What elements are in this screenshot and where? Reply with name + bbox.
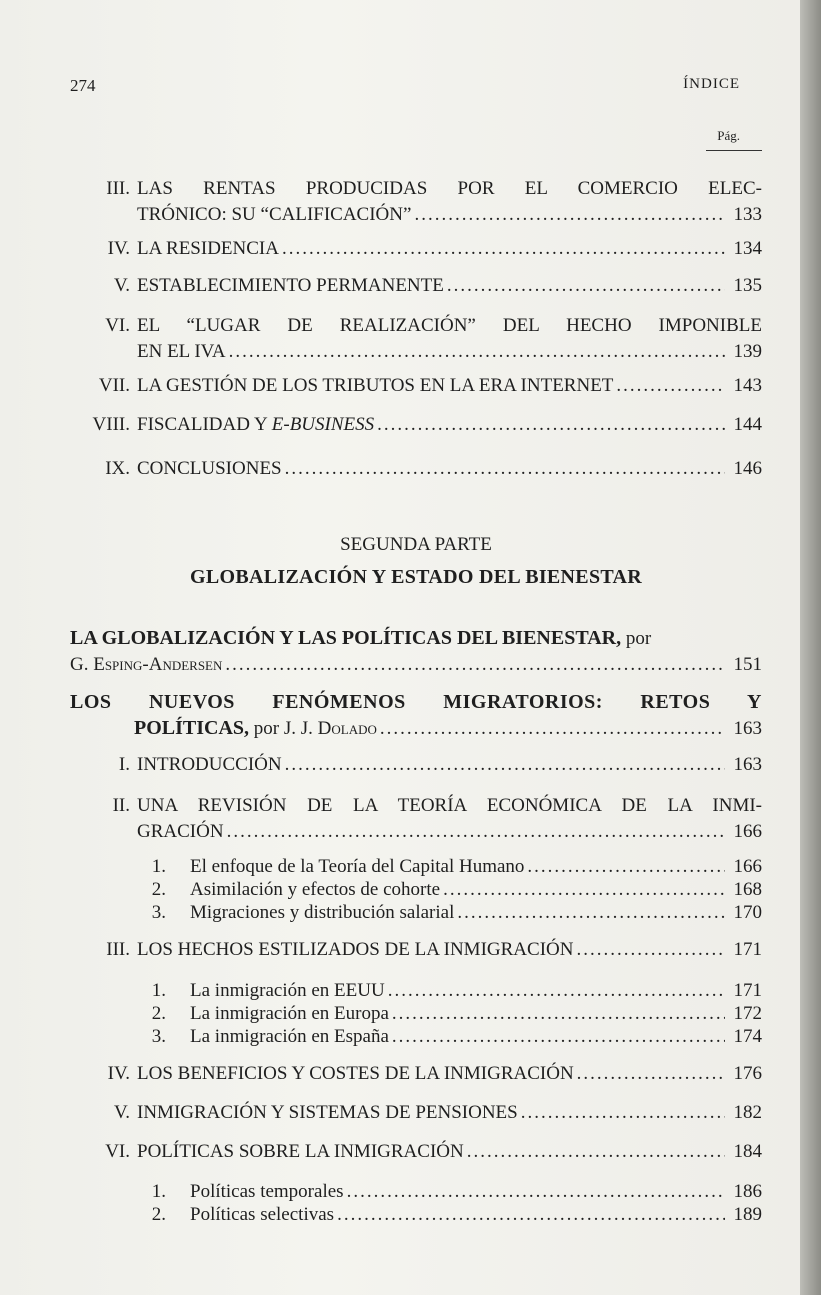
dot-leader bbox=[337, 1203, 725, 1226]
subentry-title: La inmigración en EEUU bbox=[190, 980, 385, 1001]
dot-leader bbox=[285, 752, 725, 778]
entry-title: LOS BENEFICIOS Y COSTES DE LA INMIGRACIÓN bbox=[137, 1063, 574, 1084]
entry-page: 139 bbox=[733, 341, 762, 362]
entry-page: 163 bbox=[733, 754, 762, 775]
subentry-title: Migraciones y distribución salarial bbox=[190, 902, 455, 923]
dot-leader bbox=[392, 1025, 725, 1048]
entry-number: VI. bbox=[105, 315, 130, 336]
dot-leader bbox=[380, 716, 725, 742]
entry-page: 143 bbox=[733, 375, 762, 396]
entry-number: IV. bbox=[107, 238, 130, 259]
entry-page: 133 bbox=[733, 204, 762, 225]
dot-leader bbox=[282, 236, 725, 262]
subentry-number: 1. bbox=[151, 856, 166, 877]
page-edge-shadow bbox=[800, 0, 821, 1295]
page-column-rule bbox=[706, 150, 762, 151]
dot-leader bbox=[392, 1002, 725, 1025]
article-entry bbox=[70, 689, 762, 742]
entry-title-cont: TRÓNICO: SU “CALIFICACIÓN” bbox=[137, 204, 412, 225]
article-title: LOS NUEVOS FENÓMENOS MIGRATORIOS: RETOS Y bbox=[70, 691, 762, 713]
dot-leader bbox=[443, 878, 725, 901]
dot-leader bbox=[388, 979, 725, 1002]
dot-leader bbox=[229, 339, 725, 365]
dot-leader bbox=[527, 855, 725, 878]
subentry-title: Asimilación y efectos de cohorte bbox=[190, 879, 441, 900]
toc-entry bbox=[70, 412, 762, 438]
toc-subentries bbox=[70, 1180, 762, 1226]
entry-title: LA GESTIÓN DE LOS TRIBUTOS EN LA ERA INTERNET bbox=[137, 375, 614, 396]
running-head: ÍNDICE bbox=[683, 76, 740, 92]
article-entry bbox=[70, 625, 762, 678]
page-number: 274 bbox=[70, 76, 96, 95]
entry-title: LA RESIDENCIA bbox=[137, 238, 279, 259]
article-page: 163 bbox=[733, 718, 762, 739]
part-title: GLOBALIZACIÓN Y ESTADO DEL BIENESTAR bbox=[189, 566, 643, 588]
subentry-title: La inmigración en Europa bbox=[190, 1003, 389, 1024]
entry-title: INMIGRACIÓN Y SISTEMAS DE PENSIONES bbox=[137, 1102, 518, 1123]
dot-leader bbox=[227, 819, 725, 845]
entry-title-cont: EN EL IVA bbox=[137, 341, 226, 362]
toc-entry bbox=[70, 273, 762, 299]
dot-leader bbox=[285, 456, 725, 482]
toc-entry bbox=[70, 236, 762, 262]
entry-number: III. bbox=[106, 939, 130, 960]
article-author: G. Esping-Andersen bbox=[70, 654, 223, 675]
entry-title: CONCLUSIONES bbox=[137, 458, 282, 479]
toc-subentries bbox=[70, 855, 762, 924]
dot-leader bbox=[347, 1180, 725, 1203]
subentry-number: 3. bbox=[151, 1026, 166, 1047]
entry-title: LOS HECHOS ESTILIZADOS DE LA INMIGRACIÓN bbox=[137, 939, 574, 960]
entry-number: IX. bbox=[105, 458, 130, 479]
subentry-title: Políticas temporales bbox=[190, 1181, 344, 1202]
entry-number: VI. bbox=[105, 1141, 130, 1162]
dot-leader bbox=[225, 652, 725, 678]
entry-number: II. bbox=[112, 795, 130, 816]
entry-page: 171 bbox=[733, 939, 762, 960]
dot-leader bbox=[447, 273, 725, 299]
subentry-page: 174 bbox=[733, 1026, 762, 1047]
subentry-title: El enfoque de la Teoría del Capital Humano bbox=[190, 856, 525, 877]
entry-number: V. bbox=[113, 275, 130, 296]
dot-leader bbox=[616, 373, 725, 399]
entry-page: 182 bbox=[733, 1102, 762, 1123]
dot-leader bbox=[577, 1061, 725, 1087]
subentry-page: 189 bbox=[733, 1204, 762, 1225]
subentry-page: 166 bbox=[733, 856, 762, 877]
article-by: por J. J. bbox=[249, 718, 318, 739]
toc-entry bbox=[70, 176, 762, 228]
subentry-number: 1. bbox=[151, 1181, 166, 1202]
article-page: 151 bbox=[733, 654, 762, 675]
toc-entry bbox=[70, 752, 762, 778]
subentry-number: 1. bbox=[151, 980, 166, 1001]
entry-page: 144 bbox=[733, 414, 762, 435]
entry-title: POLÍTICAS SOBRE LA INMIGRACIÓN bbox=[137, 1141, 464, 1162]
article-author: Dolado bbox=[317, 718, 377, 739]
toc-entry bbox=[70, 1100, 762, 1126]
toc-entry bbox=[70, 373, 762, 399]
article-by: por bbox=[621, 628, 652, 649]
subentry-number: 2. bbox=[151, 1204, 166, 1225]
subentry-page: 171 bbox=[733, 980, 762, 1001]
dot-leader bbox=[521, 1100, 725, 1126]
article-title-cont: POLÍTICAS, bbox=[134, 717, 250, 739]
entry-number: IV. bbox=[107, 1063, 130, 1084]
entry-title-cont: GRACIÓN bbox=[137, 821, 224, 842]
entry-page: 176 bbox=[733, 1063, 762, 1084]
entry-page: 146 bbox=[733, 458, 762, 479]
entry-title: INTRODUCCIÓN bbox=[137, 754, 282, 775]
entry-number: III. bbox=[106, 178, 130, 199]
dot-leader bbox=[467, 1139, 725, 1165]
entry-title-italic: E-BUSINESS bbox=[271, 414, 375, 435]
subentry-number: 2. bbox=[151, 1003, 166, 1024]
toc-entry bbox=[70, 313, 762, 365]
dot-leader bbox=[457, 901, 725, 924]
entry-title: UNA REVISIÓN DE LA TEORÍA ECONÓMICA DE LA INMI- bbox=[137, 795, 762, 816]
subentry-title: La inmigración en España bbox=[190, 1026, 389, 1047]
entry-number: VII. bbox=[98, 375, 130, 396]
entry-number: VIII. bbox=[92, 414, 130, 435]
entry-title: LAS RENTAS PRODUCIDAS POR EL COMERCIO ELEC- bbox=[137, 178, 762, 199]
entry-page: 134 bbox=[733, 238, 762, 259]
part-label: SEGUNDA PARTE bbox=[340, 534, 492, 555]
subentry-page: 168 bbox=[733, 879, 762, 900]
entry-title: ESTABLECIMIENTO PERMANENTE bbox=[137, 275, 444, 296]
toc-entry bbox=[70, 456, 762, 482]
dot-leader bbox=[414, 202, 725, 228]
entry-page: 135 bbox=[733, 275, 762, 296]
subentry-page: 186 bbox=[733, 1181, 762, 1202]
subentry-number: 3. bbox=[151, 902, 166, 923]
entry-title: EL “LUGAR DE REALIZACIÓN” DEL HECHO IMPONIBLE bbox=[137, 315, 762, 336]
toc-entry bbox=[70, 1061, 762, 1087]
subentry-number: 2. bbox=[151, 879, 166, 900]
subentry-title: Políticas selectivas bbox=[190, 1204, 335, 1225]
subentry-page: 172 bbox=[733, 1003, 762, 1024]
entry-page: 166 bbox=[733, 821, 762, 842]
toc-subentries bbox=[70, 979, 762, 1048]
dot-leader bbox=[576, 937, 725, 963]
dot-leader bbox=[377, 412, 725, 438]
toc-entry bbox=[70, 793, 762, 845]
toc-entry bbox=[70, 1139, 762, 1165]
page-column-label: Pág. bbox=[717, 128, 740, 143]
subentry-page: 170 bbox=[733, 902, 762, 923]
entry-title: FISCALIDAD Y E-BUSINESS bbox=[137, 414, 375, 435]
entry-page: 184 bbox=[733, 1141, 762, 1162]
article-title: LA GLOBALIZACIÓN Y LAS POLÍTICAS DEL BIENESTAR, bbox=[70, 627, 622, 649]
entry-number: I. bbox=[118, 754, 130, 775]
entry-number: V. bbox=[113, 1102, 130, 1123]
toc-entry bbox=[70, 937, 762, 963]
